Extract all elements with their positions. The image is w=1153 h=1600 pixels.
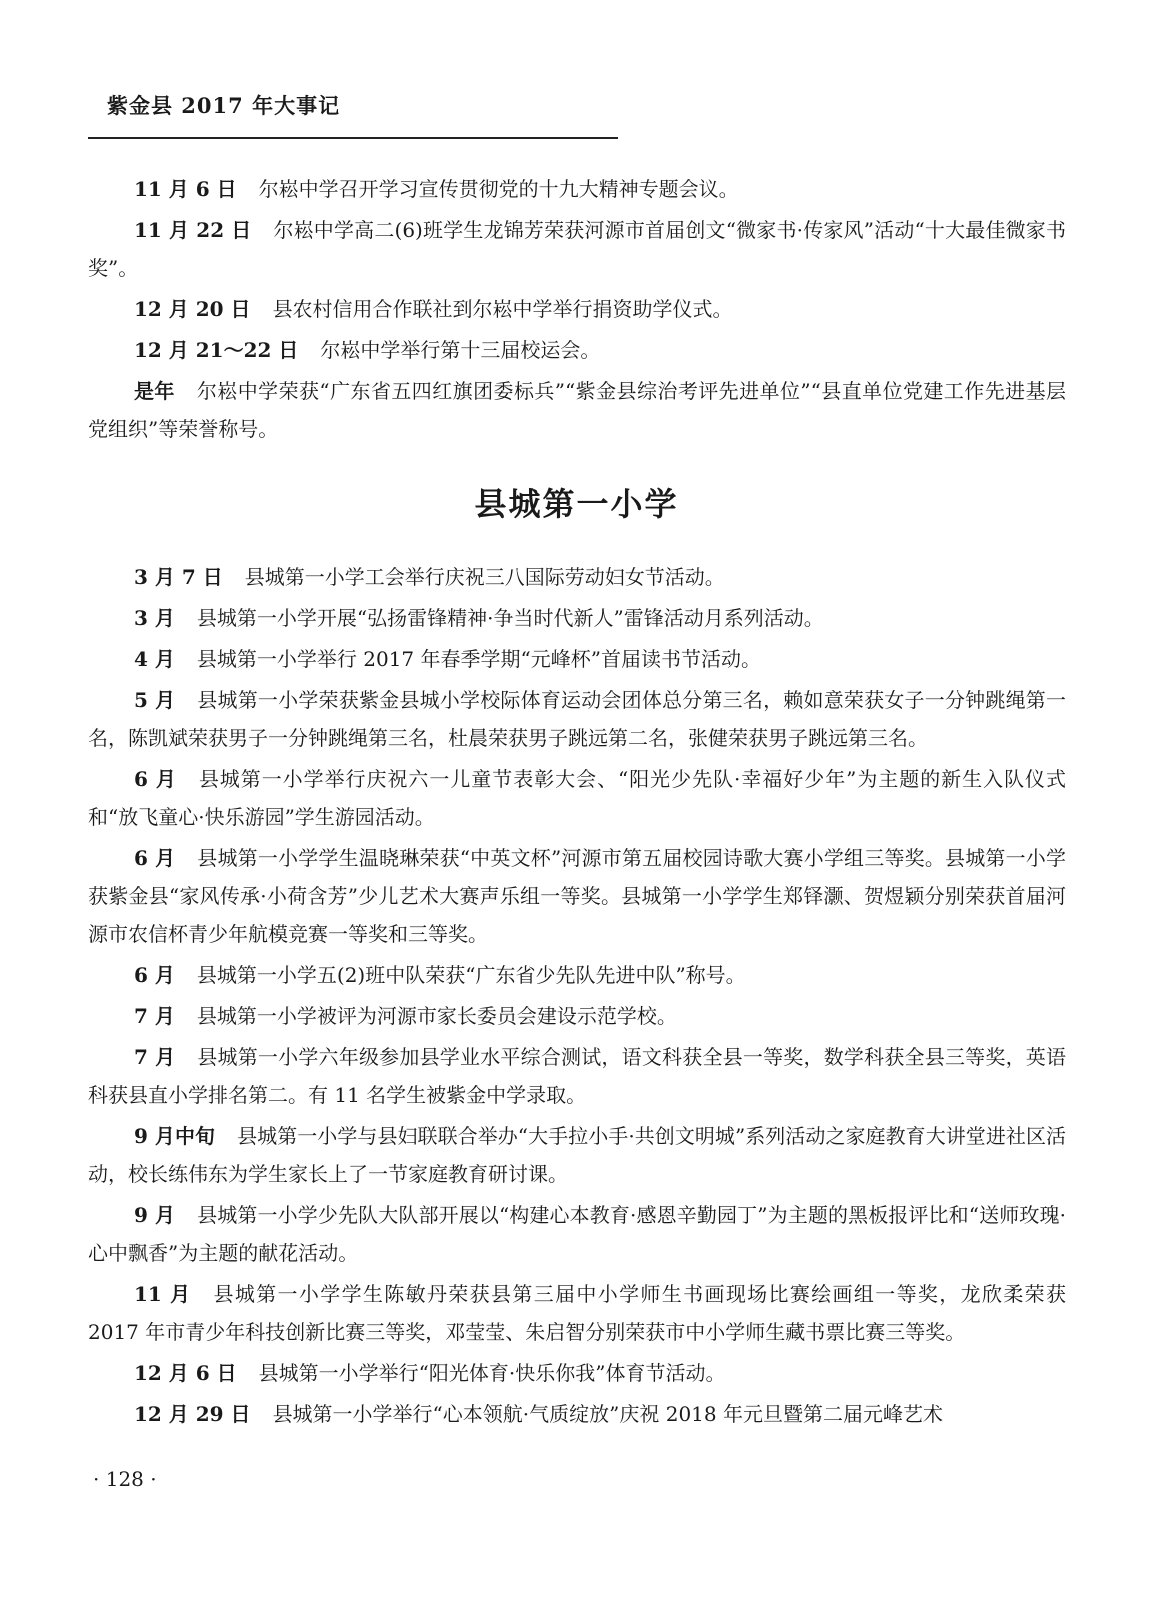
entry-date: 5 月 xyxy=(134,688,176,712)
entry-text: 县城第一小学举行 2017 年春季学期“元峰杯”首届读书节活动。 xyxy=(196,647,761,671)
entry-date: 是年 xyxy=(134,379,175,403)
entry xyxy=(88,1354,1066,1392)
header-rule xyxy=(88,137,618,139)
entry-date: 11 月 6 日 xyxy=(134,177,237,201)
entry-date: 6 月 xyxy=(134,767,177,791)
entry-date: 3 月 xyxy=(134,606,175,630)
entry-text: 县农村信用合作联社到尔崧中学举行捐资助学仪式。 xyxy=(272,297,733,321)
entry xyxy=(88,1395,1066,1433)
entry-date: 12 月 20 日 xyxy=(134,297,251,321)
entry xyxy=(88,558,1066,596)
entry-date: 12 月 6 日 xyxy=(134,1361,237,1385)
entry xyxy=(88,640,1066,678)
entry xyxy=(88,290,1066,328)
entry-date: 12 月 29 日 xyxy=(134,1402,251,1426)
page-number: · 128 · xyxy=(93,1467,157,1491)
entry-text: 县城第一小学举行“心本领航·气质绽放”庆祝 2018 年元旦暨第二届元峰艺术 xyxy=(272,1402,943,1426)
entry-date: 11 月 22 日 xyxy=(134,218,252,242)
entry-text: 县城第一小学六年级参加县学业水平综合测试，语文科获全县一等奖，数学科获全县三等奖，英语科获县直小学排名第二。有 11 名学生被紫金中学录取。 xyxy=(88,1045,1066,1107)
entry-text: 县城第一小学学生温晓琳荣获“中英文杯”河源市第五届校园诗歌大赛小学组三等奖。县城第一小学获紫金县“家风传承·小荷含芳”少儿艺术大赛声乐组一等奖。县城第一小学学生郑铎灏、贺煜颖分别荣获首届河源市农信杯青少年航模竞赛一等奖和三等奖。 xyxy=(88,846,1066,946)
entry-date: 9 月 xyxy=(134,1203,176,1227)
entry-date: 11 月 xyxy=(134,1282,192,1306)
entry-text: 县城第一小学少先队大队部开展以“构建心本教育·感恩辛勤园丁”为主题的黑板报评比和“送师玫瑰·心中飘香”为主题的献花活动。 xyxy=(88,1203,1066,1265)
entry xyxy=(88,1038,1066,1114)
entry xyxy=(88,839,1066,953)
entry-date: 7 月 xyxy=(134,1004,175,1028)
section-title: 县城第一小学 xyxy=(474,485,679,523)
entry-date: 12 月 21～22 日 xyxy=(134,338,299,362)
entry-text: 县城第一小学被评为河源市家长委员会建设示范学校。 xyxy=(196,1004,677,1028)
entry xyxy=(88,760,1066,836)
entry xyxy=(88,599,1066,637)
entry-date: 7 月 xyxy=(134,1045,176,1069)
entry xyxy=(88,372,1066,448)
entry-text: 县城第一小学五(2)班中队荣获“广东省少先队先进中队”称号。 xyxy=(196,963,746,987)
entry-text: 尔崧中学高二(6)班学生龙锦芳荣获河源市首届创文“微家书·传家风”活动“十大最佳微家书奖”。 xyxy=(88,218,1066,280)
entry-date: 4 月 xyxy=(134,647,175,671)
entries-block-b xyxy=(88,558,1066,1436)
entry xyxy=(88,956,1066,994)
entry-text: 县城第一小学开展“弘扬雷锋精神·争当时代新人”雷锋活动月系列活动。 xyxy=(196,606,824,630)
entry xyxy=(88,331,1066,369)
entry xyxy=(88,1196,1066,1272)
entry xyxy=(88,681,1066,757)
entry xyxy=(88,1117,1066,1193)
entry-text: 尔崧中学召开学习宣传贯彻党的十九大精神专题会议。 xyxy=(258,177,739,201)
entries-block-a xyxy=(88,170,1066,451)
entry xyxy=(88,170,1066,208)
entry-text: 尔崧中学荣获“广东省五四红旗团委标兵”“紫金县综治考评先进单位”“县直单位党建工作先进基层党组织”等荣誉称号。 xyxy=(88,379,1066,441)
entry-text: 尔崧中学举行第十三届校运会。 xyxy=(320,338,601,362)
entry xyxy=(88,1275,1066,1351)
entry-date: 3 月 7 日 xyxy=(134,565,223,589)
entry-date: 6 月 xyxy=(134,963,175,987)
entry-date: 6 月 xyxy=(134,846,176,870)
entry xyxy=(88,997,1066,1035)
entry-text: 县城第一小学与县妇联联合举办“大手拉小手·共创文明城”系列活动之家庭教育大讲堂进社区活动，校长练伟东为学生家长上了一节家庭教育研讨课。 xyxy=(88,1124,1066,1186)
entry-text: 县城第一小学举行“阳光体育·快乐你我”体育节活动。 xyxy=(258,1361,726,1385)
entry-text: 县城第一小学荣获紫金县城小学校际体育运动会团体总分第三名，赖如意荣获女子一分钟跳绳第一名，陈凯斌荣获男子一分钟跳绳第三名，杜晨荣获男子跳远第二名，张健荣获男子跳远第三名。 xyxy=(88,688,1066,750)
entry-text: 县城第一小学学生陈敏丹荣获县第三届中小学师生书画现场比赛绘画组一等奖，龙欣柔荣获 2017 年市青少年科技创新比赛三等奖，邓莹莹、朱启智分别荣获市中小学师生藏书票比赛三等奖。 xyxy=(88,1282,1067,1344)
entry-text: 县城第一小学工会举行庆祝三八国际劳动妇女节活动。 xyxy=(244,565,725,589)
entry-text: 县城第一小学举行庆祝六一儿童节表彰大会、“阳光少先队·幸福好少年”为主题的新生入队仪式和“放飞童心·快乐游园”学生游园活动。 xyxy=(88,767,1066,829)
running-title: 紫金县 2017 年大事记 xyxy=(107,93,341,118)
entry-date: 9 月中旬 xyxy=(134,1124,216,1148)
entry xyxy=(88,211,1066,287)
